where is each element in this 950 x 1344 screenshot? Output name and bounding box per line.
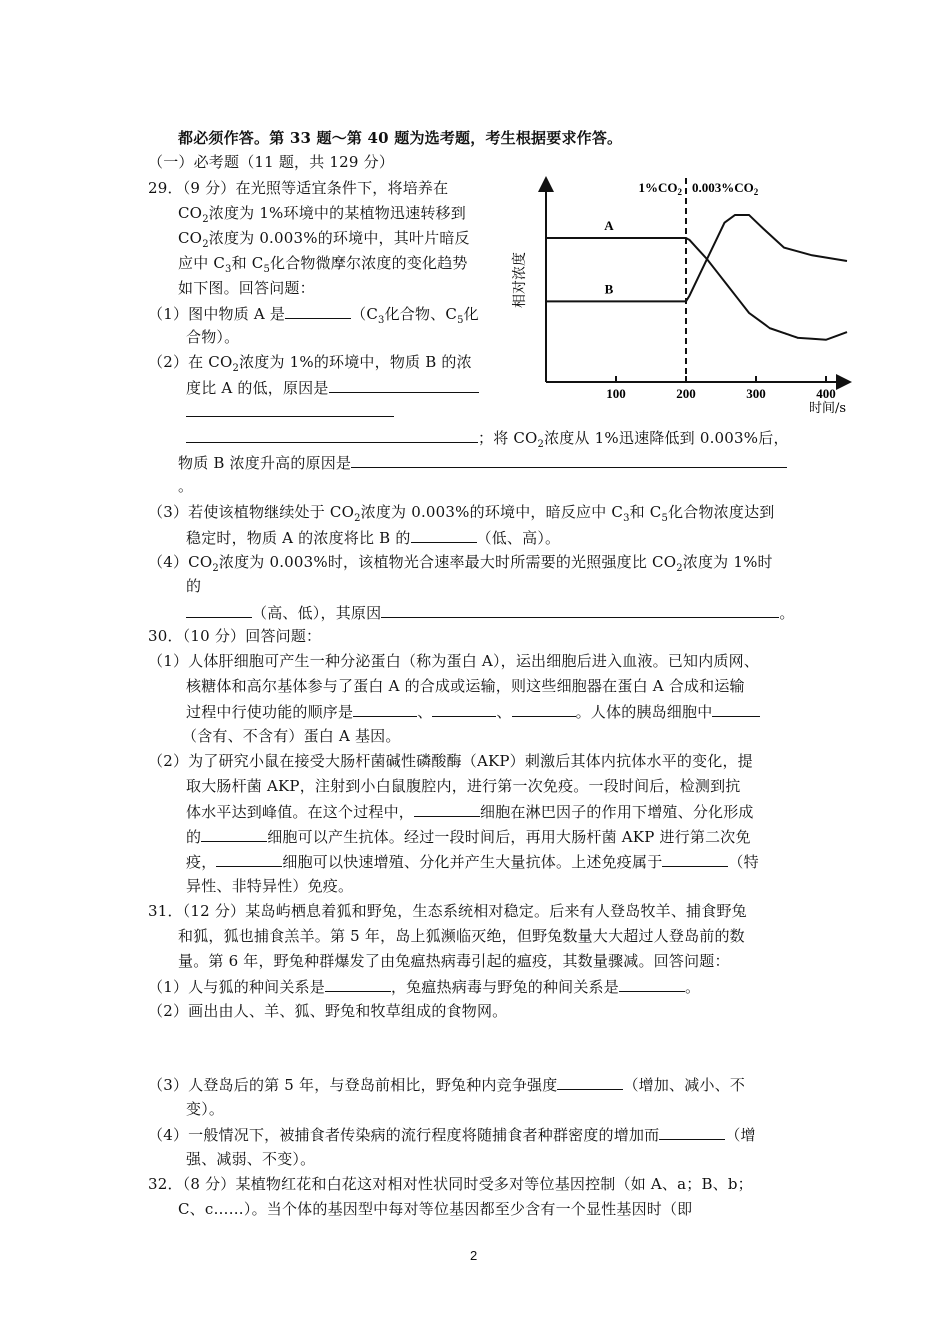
q29-stem-text: 和 C: [231, 254, 264, 272]
q30-text: 的: [186, 828, 202, 846]
q29-part3-text: （3）若使该植物继续处于 CO: [148, 503, 355, 521]
q30-part2-line-2: 取大肠杆菌 AKP，注射到小白鼠腹腔内，进行第一次免疫。一段时间后，检测到抗: [186, 777, 741, 795]
co2-text: CO: [178, 204, 203, 222]
q29-part2-line-5: [178, 452, 787, 473]
subscript: 2: [354, 513, 361, 524]
page-number: 2: [470, 1248, 478, 1263]
q29-part1-text: 化: [463, 305, 479, 323]
subscript: 3: [623, 513, 630, 524]
q30-text: 、: [496, 703, 512, 721]
q29-part2-text: 度比 A 的低，原因是: [186, 379, 329, 397]
subscript: 3: [378, 315, 385, 326]
answer-blank[interactable]: [662, 851, 728, 867]
q31-text: （增加、减小、不: [623, 1076, 746, 1094]
q29-part4-text: （高、低），其原因: [252, 604, 382, 622]
q29-part4-text: 。: [779, 604, 795, 622]
subscript: 2: [232, 363, 240, 374]
q30-part2-line-5: [186, 851, 759, 872]
q31-stem-line-3: 量。第 6 年，野兔种群爆发了由兔瘟热病毒引起的瘟疫，其数量骤减。回答问题：: [178, 952, 730, 970]
q31-part3-line-2: 变）。: [186, 1100, 225, 1118]
q29-part3-text: （低、高）。: [476, 529, 561, 547]
q29-part1-text: （C: [351, 305, 379, 323]
q29-part3-text: 和 C: [629, 503, 662, 521]
answer-blank[interactable]: [353, 701, 417, 717]
x-axis-label: 时间/s: [808, 401, 846, 416]
series-label-B: B: [604, 281, 614, 297]
q29-part4-line-2: 的: [186, 577, 202, 595]
region-label-1pct: $1\%CO_2$: [638, 180, 682, 197]
q31-stem-line-2: 和狐，狐也捕食羔羊。第 5 年，岛上狐濒临灭绝，但野兔数量大大超过人登岛前的数: [178, 927, 745, 945]
q29-part2-line-6: 。: [178, 477, 194, 495]
q29-part1-text: （1）图中物质 A 是: [148, 305, 286, 323]
q31-part2: （2）画出由人、羊、狐、野兔和牧草组成的食物网。: [148, 1002, 508, 1020]
exam-instruction: 都必须作答。第 33 题～第 40 题为选考题，考生根据要求作答。: [178, 129, 623, 147]
q29-stem-text: 浓度为 0.003%的环境中，其叶片暗反: [208, 229, 470, 247]
q29-part4-line-1: [148, 552, 773, 572]
q31-text: （4）一般情况下，被捕食者传染病的流行程度将随捕食者种群密度的增加而: [148, 1126, 660, 1144]
q29-part1-line-2: 合物）。: [186, 328, 240, 346]
q31-text: 。: [684, 978, 701, 996]
answer-blank[interactable]: [201, 826, 267, 842]
q30-part1-line-2: 核糖体和高尔基体参与了蛋白 A 的合成或运输，则这些细胞器在蛋白 A 合成和运输: [186, 677, 745, 695]
subscript: 2: [212, 563, 219, 574]
q29-part2-line-2: [186, 377, 479, 398]
co2-text: CO: [178, 229, 203, 247]
answer-blank[interactable]: [432, 701, 496, 717]
q32-stem-line-1: 32．（8 分）某植物红花和白花这对相对性状同时受多对等位基因控制（如 A、a；B、b；: [148, 1175, 753, 1193]
q29-part4-text: 浓度为 0.003%时，该植物光合速率最大时所需要的光照强度比 CO: [218, 553, 677, 571]
q30-text: 、: [417, 703, 433, 721]
q29-part2-line-3: [186, 401, 394, 422]
answer-blank[interactable]: [512, 701, 576, 717]
subscript: 2: [202, 239, 209, 250]
q30-text: 。人体的胰岛细胞中: [575, 703, 713, 721]
q30-text: 体水平达到峰值。在这个过程中，: [186, 803, 415, 821]
q29-part2-line-1: [148, 352, 472, 372]
answer-blank[interactable]: [411, 527, 477, 543]
answer-blank[interactable]: [325, 976, 391, 992]
answer-blank[interactable]: [285, 303, 351, 319]
answer-blank[interactable]: [329, 377, 479, 393]
q30-part2-line-1: （2）为了研究小鼠在接受大肠杆菌碱性磷酸酶（AKP）刺激后其体内抗体水平的变化，提: [148, 752, 753, 770]
q29-stem-text: （9 分）在光照等适宜条件下，将培养在: [182, 179, 449, 197]
q29-part2-text: ；将 CO: [478, 429, 538, 447]
q29-stem-line-4: [178, 253, 468, 273]
q31-text: （3）人登岛后的第 5 年，与登岛前相比，野兔种内竞争强度: [148, 1076, 558, 1094]
q29-part2-text: 浓度为 1%的环境中，物质 B 的浓: [239, 353, 472, 371]
answer-blank[interactable]: [381, 602, 779, 618]
q31-text: （增: [725, 1126, 756, 1144]
q31-part3-line-1: [148, 1074, 745, 1095]
q29-stem-text: 浓度为 1%环境中的某植物迅速转移到: [208, 204, 466, 222]
q29-stem-line-1: [148, 178, 448, 198]
q29-part4-line-3: [186, 602, 795, 623]
subscript: 5: [661, 513, 669, 524]
q29-part1-text: 化合物、C: [384, 305, 458, 323]
q30-part2-line-3: [186, 801, 754, 822]
q30-text: 疫，: [186, 853, 217, 871]
answer-blank[interactable]: [186, 602, 252, 618]
q30-text: 细胞可以产生抗体。经过一段时间后，再用大肠杆菌 AKP 进行第二次免: [267, 828, 751, 846]
answer-blank[interactable]: [216, 851, 282, 867]
section-title: （一）必考题（11 题，共 129 分）: [148, 153, 395, 171]
x-tick-label: 100: [606, 386, 626, 401]
y-axis-label: 相对浓度: [512, 252, 528, 308]
q29-part4-text: （4）CO: [148, 553, 213, 571]
subscript: 2: [537, 439, 545, 450]
q29-part1-line-1: [148, 303, 479, 324]
q29-part2-line-4: [186, 427, 789, 448]
q31-part4-line-1: [148, 1124, 756, 1145]
q29-part2-text: 物质 B 浓度升高的原因是: [178, 454, 352, 472]
subscript: 5: [263, 264, 271, 275]
q29-stem-line-2: [178, 203, 466, 223]
answer-blank[interactable]: [619, 976, 685, 992]
answer-blank[interactable]: [712, 701, 760, 717]
answer-blank[interactable]: [414, 801, 480, 817]
q29-part3-line-2: [186, 527, 560, 548]
subscript: 2: [676, 563, 683, 574]
subscript: 2: [202, 214, 209, 225]
q29-part3-text: 稳定时，物质 A 的浓度将比 B 的: [186, 529, 411, 547]
q29-stem-line-5: 如下图。回答问题：: [178, 279, 315, 297]
q31-stem-line-1: 31．（12 分）某岛屿栖息着狐和野兔，生态系统相对稳定。后来有人登岛牧羊、捕食野兔: [148, 902, 747, 920]
x-tick-label: 200: [676, 386, 696, 401]
q31-part4-line-2: 强、减弱、不变）。: [186, 1150, 316, 1168]
q29-part2-text: （2）在 CO: [148, 353, 233, 371]
q32-stem-line-2: C、c……）。当个体的基因型中每对等位基因都至少含有一个显性基因时（即: [178, 1200, 693, 1218]
q31-text: ，兔瘟热病毒与野兔的种间关系是: [390, 978, 619, 996]
q29-part3-line-1: [148, 502, 774, 522]
answer-blank[interactable]: [351, 452, 787, 468]
series-line-B: [546, 215, 847, 301]
answer-blank[interactable]: [659, 1124, 725, 1140]
q29-part3-text: 化合物浓度达到: [668, 503, 775, 521]
region-label-0003pct: $0.003\%CO_2$: [692, 180, 759, 197]
answer-blank[interactable]: [557, 1074, 623, 1090]
x-tick-label: 300: [746, 386, 766, 401]
q29-part4-text: 浓度为 1%时: [682, 553, 773, 571]
subscript: 5: [457, 315, 464, 326]
q30-text: 过程中行使功能的顺序是: [186, 703, 354, 721]
subscript: 3: [225, 264, 232, 275]
q30-part2-line-6: 异性、非特异性）免疫。: [186, 877, 354, 895]
series-label-A: A: [604, 218, 614, 233]
q29-stem-line-3: [178, 228, 470, 248]
q31-part1: [148, 976, 700, 997]
q29-part2-text: 浓度从 1%迅速降低到 0.003%后，: [544, 429, 789, 447]
q30-part2-line-4: [186, 826, 751, 847]
q29-stem-text: 化合物微摩尔浓度的变化趋势: [270, 254, 468, 272]
q30-text: （特: [728, 853, 759, 871]
q29-number: 29．: [148, 179, 183, 197]
x-tick-label: 400: [816, 386, 836, 401]
answer-blank[interactable]: [186, 401, 394, 417]
q29-part3-text: 浓度为 0.003%的环境中，暗反应中 C: [360, 503, 624, 521]
concentration-chart: [500, 170, 870, 420]
q30-text: 细胞在淋巴因子的作用下增殖、分化形成: [480, 803, 754, 821]
q31-text: （1）人与狐的种间关系是: [148, 978, 325, 996]
q30-part1-line-1: （1）人体肝细胞可产生一种分泌蛋白（称为蛋白 A），运出细胞后进入血液。已知内质网、: [148, 652, 760, 670]
q30-part1-line-4: （含有、不含有）蛋白 A 基因。: [182, 727, 401, 745]
q30-header: 30．（10 分）回答问题：: [148, 627, 322, 645]
q29-stem-text: 应中 C: [178, 254, 226, 272]
q30-part1-line-3: [186, 701, 760, 722]
q30-text: 细胞可以快速增殖、分化并产生大量抗体。上述免疫属于: [282, 853, 663, 871]
answer-blank[interactable]: [186, 427, 478, 443]
